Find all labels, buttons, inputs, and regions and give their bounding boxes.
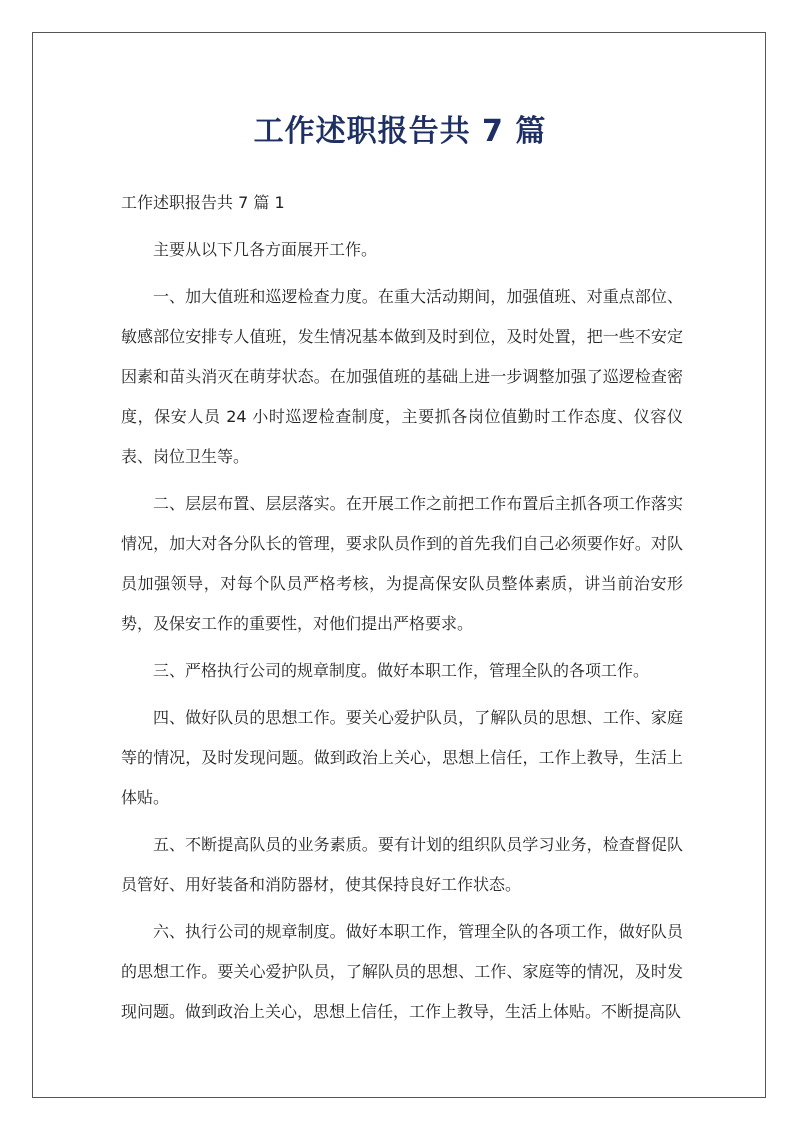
paragraph-intro: 主要从以下几各方面展开工作。 bbox=[153, 240, 378, 259]
paragraph-item-4: 四、做好队员的思想工作。要关心爱护队员，了解队员的思想、工作、家庭等的情况，及时发现问题。做到政治上关心，思想上信任，工作上教导，生活上体贴。 bbox=[121, 708, 683, 807]
paragraph-item-6: 六、执行公司的规章制度。做好本职工作，管理全队的各项工作，做好队员的思想工作。要关心爱护队员，了解队员的思想、工作、家庭等的情况，及时发现问题。做到政治上关心，思想上信任，工作上教导，生活上体贴。不断提高队 bbox=[121, 922, 683, 1021]
paragraph-item-3: 三、严格执行公司的规章制度。做好本职工作，管理全队的各项工作。 bbox=[153, 661, 650, 680]
document-title: 工作述职报告共 7 篇 bbox=[253, 114, 547, 149]
paragraph-item-2: 二、层层布置、层层落实。在开展工作之前把工作布置后主抓各项工作落实情况，加大对各分队长的管理，要求队员作到的首先我们自己必须要作好。对队员加强领导，对每个队员严格考核，为提高保安队员整体素质，讲当前治安形势，及保安工作的重要性，对他们提出严格要求。 bbox=[121, 494, 683, 633]
section-heading: 工作述职报告共 7 篇 1 bbox=[121, 193, 285, 212]
paragraph-item-5: 五、不断提高队员的业务素质。要有计划的组织队员学习业务，检查督促队员管好、用好装备和消防器材，使其保持良好工作状态。 bbox=[121, 835, 683, 894]
paragraph-item-1: 一、加大值班和巡逻检查力度。在重大活动期间，加强值班、对重点部位、敏感部位安排专人值班，发生情况基本做到及时到位，及时处置，把一些不安定因素和苗头消灭在萌芽状态。在加强值班的基础上进一步调整加强了巡逻检查密度，保安人员 24 小时巡逻检查制度，主要抓各岗位值勤时工作态度、仪容仪表、岗位卫生等。 bbox=[121, 287, 683, 466]
document-body bbox=[121, 186, 683, 1039]
